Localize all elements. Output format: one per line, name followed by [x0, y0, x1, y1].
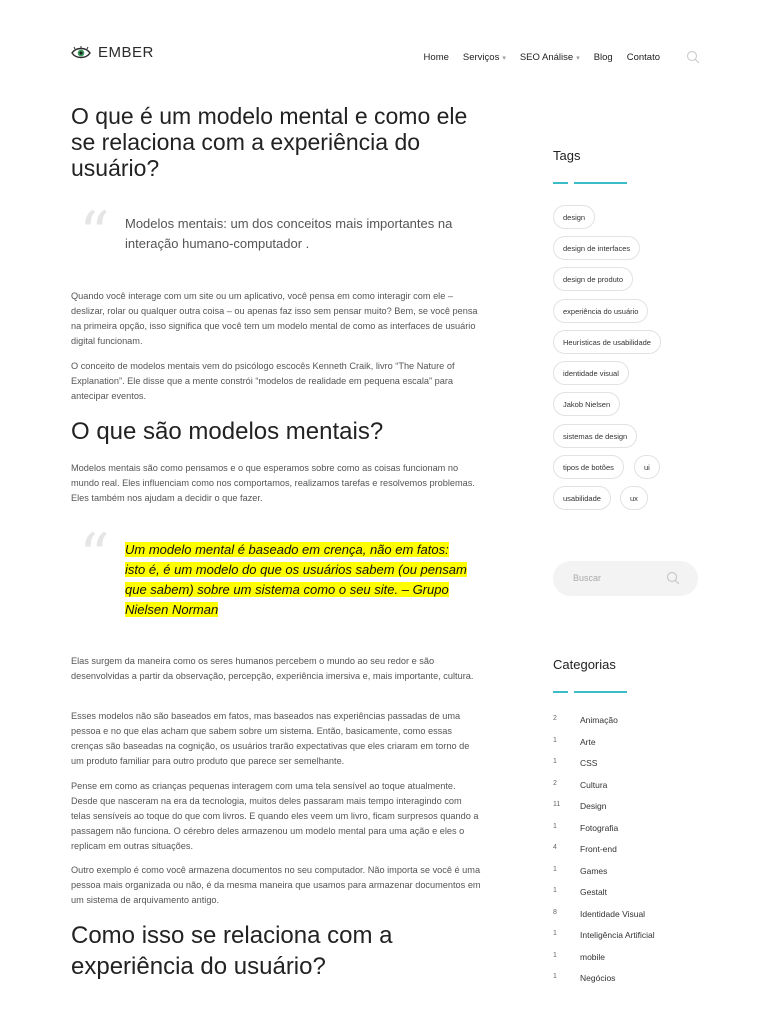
- nav-blog-label: Blog: [593, 51, 613, 63]
- category-count: 11: [553, 801, 561, 808]
- category-name: Design: [580, 801, 607, 811]
- nav-home[interactable]: [424, 52, 449, 63]
- nav-servicos[interactable]: [463, 52, 506, 63]
- paragraph: Pense em como as crianças pequenas interagem com uma tela sensível ao toque atualmente. Desde que nasceram na era da tecnologia, muitos deles passaram mais tempo interagindo com telas sensíveis ao toque do que com livros. E quando eles veem um livro, ficam surpresos quando a passagem não funciona. O cérebro deles armazenou um modelo mental para uma ação e eles o replicam em outras situações.: [71, 781, 479, 851]
- tag-tipos-de-botoes[interactable]: tipos de botões: [553, 455, 624, 479]
- nav-blog[interactable]: [594, 52, 613, 63]
- category-item[interactable]: [553, 952, 703, 966]
- quote-highlight: Um modelo mental é baseado em crença, não em fatos: isto é, é um modelo do que os usuários sabem (ou pensam que sabem) sobre um sistema como o seu site. – Grupo Nielsen Norman: [125, 542, 467, 617]
- nav-contato[interactable]: [627, 52, 660, 63]
- category-count: 8: [553, 909, 557, 916]
- category-name: Animação: [580, 715, 618, 725]
- category-count: 1: [553, 737, 557, 744]
- search-input[interactable]: [573, 570, 663, 586]
- paragraph: O conceito de modelos mentais vem do psicólogo escocês Kenneth Craik, livro “The Nature of Explanation”. Ele disse que a mente constrói “modelos de realidade em pequena escala” para antecipar eventos.: [71, 361, 455, 401]
- tag-usabilidade[interactable]: usabilidade: [553, 486, 611, 510]
- category-item[interactable]: [553, 887, 703, 901]
- sidebar-search: [553, 561, 698, 596]
- section-heading: O que são modelos mentais?: [71, 418, 384, 445]
- tag-sistemas-de-design[interactable]: sistemas de design: [553, 424, 637, 448]
- highlighted-quote-text: [125, 540, 470, 620]
- site-header: [0, 0, 768, 100]
- search-icon[interactable]: [666, 571, 680, 585]
- tag-design-de-interfaces[interactable]: design de interfaces: [553, 236, 640, 260]
- nav-contato-label: Contato: [626, 51, 660, 63]
- quote-mark-icon: “: [79, 199, 110, 269]
- category-item[interactable]: [553, 909, 703, 923]
- category-name: Fotografia: [580, 823, 619, 833]
- section-heading: Como isso se relaciona com a experiência do usuário?: [71, 922, 393, 980]
- tag-design[interactable]: design: [553, 205, 595, 229]
- category-item[interactable]: [553, 823, 703, 837]
- category-count: 2: [553, 715, 557, 722]
- tag-ux[interactable]: ux: [620, 486, 648, 510]
- category-name: mobile: [580, 952, 606, 962]
- category-name: Front-end: [580, 844, 617, 854]
- category-count: 1: [553, 887, 557, 894]
- category-name: Games: [580, 866, 608, 876]
- category-item[interactable]: [553, 715, 703, 729]
- tag-design-de-produto[interactable]: design de produto: [553, 267, 633, 291]
- categories-title: Categorias: [553, 657, 616, 672]
- tag-jakob-nielsen[interactable]: Jakob Nielsen: [553, 392, 620, 416]
- category-name: Cultura: [580, 780, 608, 790]
- quote-text: Modelos mentais: um dos conceitos mais importantes na interação humano-computador .: [125, 216, 453, 251]
- category-name: Gestalt: [580, 887, 607, 897]
- category-count: 1: [553, 952, 557, 959]
- site-name: EMBER: [98, 44, 154, 61]
- paragraph: Esses modelos não são baseados em fatos, mas baseados nas experiências passadas de uma pessoa e no que elas acham que sabem sobre um sistema. Então, basicamente, como essas crenças são baseadas na cognição, os usuários trarão expectativas que eles criaram em torno de um produto familiar para outro produto que parece ser semelhante.: [71, 711, 470, 766]
- tags-title: Tags: [553, 148, 581, 163]
- page-title: O que é um modelo mental e como ele se relaciona com a experiência do usuário?: [71, 103, 468, 181]
- category-count: 1: [553, 973, 557, 980]
- category-name: Arte: [580, 737, 596, 747]
- tag-ui[interactable]: ui: [634, 455, 660, 479]
- category-count: 1: [553, 866, 557, 873]
- paragraph: Modelos mentais são como pensamos e o que esperamos sobre como as coisas funcionam no mundo real. Eles influenciam como nos comportamos, realizamos tarefas e resolvemos problemas. Eles também nos ajudam a decidir o que fazer.: [71, 463, 475, 503]
- quote-mark-icon: “: [79, 521, 110, 591]
- main-nav: [410, 50, 700, 64]
- nav-seo-analise[interactable]: [520, 52, 580, 63]
- category-count: 1: [553, 823, 557, 830]
- category-item[interactable]: [553, 758, 703, 772]
- blockquote: [71, 199, 483, 269]
- category-item[interactable]: [553, 844, 703, 858]
- category-count: 1: [553, 930, 557, 937]
- paragraph: Quando você interage com um site ou um aplicativo, você pensa em como interagir com ele – deslizar, rolar ou qualquer outra coisa – ou apenas faz isso sem pensar muito? Bem, se você pensa na primeira opção, isso significa que você tem um modelo mental de como as interfaces de usuário digital funcionam.: [71, 291, 478, 346]
- search-icon[interactable]: [686, 50, 700, 64]
- category-count: 2: [553, 780, 557, 787]
- category-item[interactable]: [553, 866, 703, 880]
- category-item[interactable]: [553, 930, 703, 944]
- nav-servicos-label: Serviços: [462, 51, 500, 63]
- accent-divider: [553, 182, 627, 184]
- category-name: Identidade Visual: [580, 909, 646, 919]
- nav-home-label: Home: [423, 51, 449, 63]
- tag-experiencia-do-usuario[interactable]: experiência do usuário: [553, 299, 648, 323]
- category-item[interactable]: [553, 737, 703, 751]
- paragraph: Elas surgem da maneira como os seres humanos percebem o mundo ao seu redor e são desenvolvidas a partir da observação, percepção, experiência imersiva e, mais importante, cultura.: [71, 656, 474, 681]
- tag-identidade-visual[interactable]: identidade visual: [553, 361, 629, 385]
- chevron-down-icon: ▾: [502, 54, 506, 62]
- tag-heuristicas[interactable]: Heurísticas de usabilidade: [553, 330, 661, 354]
- site-logo[interactable]: [71, 44, 154, 61]
- category-count: 1: [553, 758, 557, 765]
- highlighted-quote: [71, 521, 483, 625]
- category-name: CSS: [580, 758, 598, 768]
- category-item[interactable]: [553, 780, 703, 794]
- category-name: Inteligência Artificial: [580, 930, 655, 940]
- accent-divider: [553, 691, 627, 693]
- category-count: 4: [553, 844, 557, 851]
- paragraph: Outro exemplo é como você armazena documentos no seu computador. Não importa se você é uma pessoa mais organizada ou não, é da mesma maneira que usamos para armazenar documentos em um sistema de arquivamento antigo.: [71, 865, 481, 905]
- category-item[interactable]: [553, 973, 703, 987]
- nav-seo-label: SEO Análise: [519, 51, 574, 63]
- category-item[interactable]: [553, 801, 703, 815]
- eye-logo-icon: [71, 46, 91, 60]
- category-name: Negócios: [580, 973, 616, 983]
- chevron-down-icon: ▾: [576, 54, 580, 62]
